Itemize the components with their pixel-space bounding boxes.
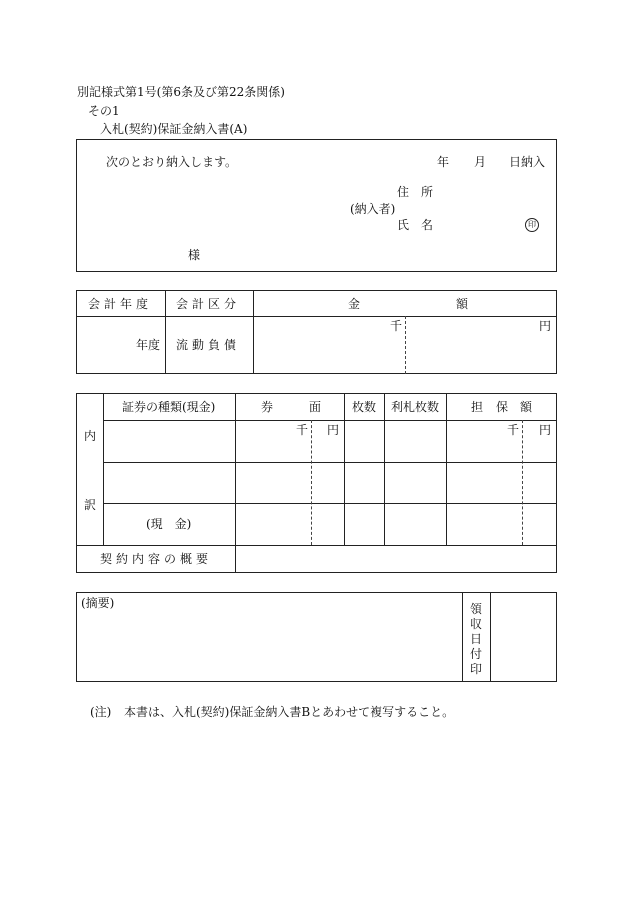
header-face-ken: 券 xyxy=(261,400,274,414)
collateral-unit-yen: 円 xyxy=(539,423,552,437)
intro-text: 次のとおり納入します。 xyxy=(106,155,238,169)
remarks-label: (摘要) xyxy=(81,596,115,610)
header-amount-kin: 金 xyxy=(348,297,361,311)
year-suffix: 年度 xyxy=(136,338,161,352)
addressee-label: 様 xyxy=(188,248,201,262)
form-number: 別記様式第1号(第6条及び第22条関係) xyxy=(77,85,285,99)
address-label: 住 所 xyxy=(397,185,434,199)
header-account-category: 会計区分 xyxy=(176,297,241,311)
header-amount-gaku: 額 xyxy=(456,297,469,311)
remarks-box xyxy=(76,592,557,682)
contract-summary-label: 契約内容の概要 xyxy=(100,552,213,566)
header-count: 枚数 xyxy=(352,400,377,414)
month-label: 月 xyxy=(474,155,487,169)
header-security-type: 証券の種類(現金) xyxy=(122,400,216,414)
unit-thousand: 千 xyxy=(390,319,403,333)
document-title: 入札(契約)保証金納入書(A) xyxy=(100,122,248,136)
sub-number: その1 xyxy=(88,104,120,118)
face-unit-thousand: 千 xyxy=(296,423,309,437)
account-category-value: 流動負債 xyxy=(176,338,241,352)
year-label: 年 xyxy=(437,155,450,169)
header-fiscal-year: 会計年度 xyxy=(88,297,153,311)
seal-mark: 印 xyxy=(525,218,539,232)
side-label-inner: 内 xyxy=(84,429,97,443)
face-unit-yen: 円 xyxy=(327,423,340,437)
side-label-breakdown: 訳 xyxy=(84,498,97,512)
cash-row-label: (現 金) xyxy=(146,517,192,531)
day-label: 日納入 xyxy=(509,155,546,169)
header-coupon-count: 利札枚数 xyxy=(391,400,440,414)
note-label: (注) xyxy=(90,705,112,719)
header-collateral-tan: 担 xyxy=(471,400,484,414)
header-collateral-ho: 保 xyxy=(496,400,509,414)
header-collateral-gaku: 額 xyxy=(520,400,533,414)
receipt-date-stamp-label: 領収日付印 xyxy=(469,602,482,676)
header-face-men: 面 xyxy=(309,400,322,414)
payer-label: (納入者) xyxy=(350,202,396,216)
name-label: 氏 名 xyxy=(397,218,434,232)
collateral-unit-thousand: 千 xyxy=(507,423,520,437)
note-text: 本書は、入札(契約)保証金納入書Bとあわせて複写すること。 xyxy=(124,705,455,719)
unit-yen: 円 xyxy=(539,319,552,333)
